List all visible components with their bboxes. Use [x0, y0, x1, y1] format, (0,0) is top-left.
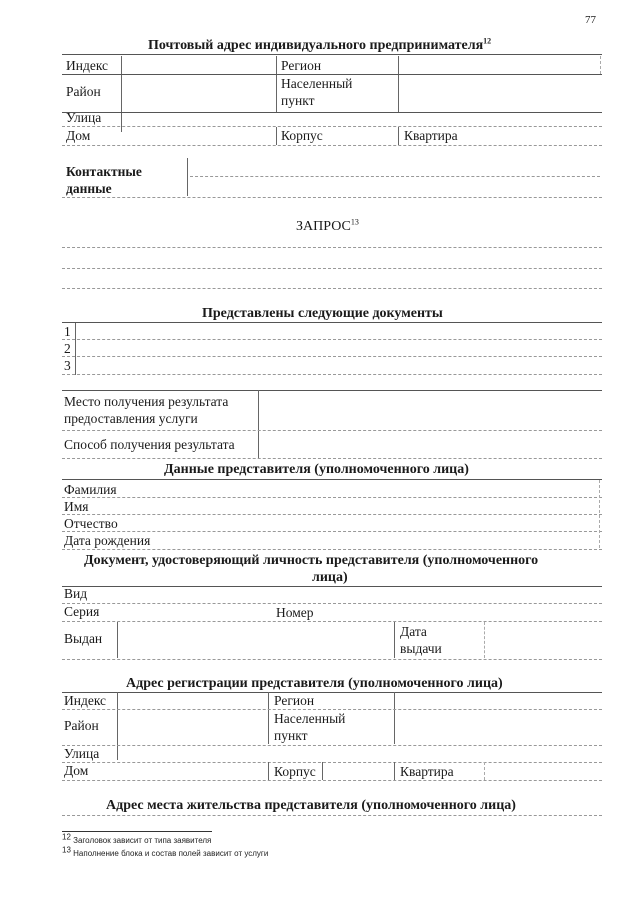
- ip-locality-field[interactable]: [400, 76, 600, 112]
- id-type-label: Вид: [64, 586, 88, 601]
- id-issued-label: Выдан: [64, 631, 103, 646]
- reg-locality-label-2: пункт: [274, 728, 308, 743]
- rep-registration-heading: Адрес регистрации представителя (уполномоченного лица): [126, 676, 503, 691]
- reg-region-field[interactable]: [398, 693, 600, 709]
- id-document-heading-2: лица): [312, 570, 348, 585]
- ip-apartment-label: Квартира: [404, 128, 458, 143]
- reg-index-label: Индекс: [64, 693, 107, 708]
- document-field-2[interactable]: [78, 340, 600, 356]
- id-issued-field[interactable]: [120, 622, 390, 658]
- rep-name-field[interactable]: [160, 498, 600, 514]
- ip-contacts-label-2: данные: [66, 181, 112, 196]
- ip-locality-label-2: пункт: [281, 93, 315, 108]
- id-number-label: Номер: [276, 605, 314, 620]
- ip-contacts-label-1: Контактные: [66, 164, 142, 179]
- document-item-3: 3: [64, 358, 71, 373]
- id-series-field[interactable]: [120, 604, 270, 620]
- result-method-field[interactable]: [262, 431, 600, 457]
- ip-region-field[interactable]: [400, 56, 600, 74]
- ip-address-heading: Почтовый адрес индивидуального предпринимателя$^{12}$: [148, 36, 492, 53]
- ip-district-field[interactable]: [123, 76, 275, 112]
- reg-apartment-label: Квартира: [400, 764, 454, 779]
- ip-house-field[interactable]: [123, 128, 275, 146]
- ip-street-label: Улица: [66, 110, 102, 125]
- id-type-field[interactable]: [120, 587, 600, 603]
- rep-patronymic-label: Отчество: [64, 516, 118, 531]
- rep-residence-heading: Адрес места жительства представителя (уполномоченного лица): [106, 798, 516, 813]
- reg-house-field[interactable]: [120, 763, 268, 779]
- reg-street-field[interactable]: [120, 746, 600, 762]
- reg-building-label: Корпус: [274, 764, 316, 779]
- rep-birthdate-field[interactable]: [160, 532, 600, 548]
- ip-district-label: Район: [66, 84, 101, 99]
- ip-index-field[interactable]: [123, 56, 275, 74]
- result-place-label-1: Место получения результата: [64, 394, 229, 409]
- reg-region-label: Регион: [274, 693, 315, 708]
- reg-apartment-field[interactable]: [486, 763, 600, 779]
- id-series-label: Серия: [64, 604, 100, 619]
- footnote-13: $^{13}$ Наполнение блока и состав полей зависит от услуги: [62, 845, 269, 858]
- reg-index-field[interactable]: [120, 693, 268, 709]
- ip-region-label: Регион: [281, 58, 322, 73]
- rep-surname-label: Фамилия: [64, 482, 117, 497]
- rep-patronymic-field[interactable]: [160, 515, 600, 531]
- rep-name-label: Имя: [64, 499, 89, 514]
- documents-heading: Представлены следующие документы: [202, 306, 443, 321]
- ip-locality-label-1: Населенный: [281, 76, 353, 91]
- document-field-1[interactable]: [78, 323, 600, 339]
- page-number: 77: [585, 14, 596, 26]
- id-issue-date-label-1: Дата: [400, 624, 427, 639]
- reg-building-field[interactable]: [326, 763, 392, 779]
- rep-surname-field[interactable]: [160, 480, 600, 496]
- footnote-12: $^{12}$ Заголовок зависит от типа заявителя: [62, 832, 212, 845]
- request-heading: ЗАПРОС$^{13}$: [296, 217, 359, 234]
- reg-locality-field[interactable]: [398, 710, 600, 744]
- document-item-1: 1: [64, 324, 71, 339]
- id-document-heading-1: Документ, удостоверяющий личность представителя (уполномоченного: [84, 553, 539, 568]
- result-place-field[interactable]: [262, 391, 600, 429]
- ip-building-field[interactable]: [330, 128, 398, 146]
- reg-street-label: Улица: [64, 746, 100, 761]
- id-issue-date-field[interactable]: [486, 622, 600, 658]
- result-place-label-2: предоставления услуги: [64, 411, 198, 426]
- result-method-label: Способ получения результата: [64, 437, 235, 452]
- document-item-2: 2: [64, 341, 71, 356]
- representative-heading: Данные представителя (уполномоченного лица): [164, 462, 469, 477]
- reg-district-label: Район: [64, 718, 99, 733]
- ip-building-label: Корпус: [281, 128, 323, 143]
- id-number-field[interactable]: [320, 604, 600, 620]
- ip-house-label: Дом: [66, 128, 91, 143]
- ip-apartment-field[interactable]: [470, 128, 600, 146]
- reg-house-label: Дом: [64, 763, 89, 778]
- rep-birthdate-label: Дата рождения: [64, 533, 151, 548]
- request-text-area[interactable]: [62, 236, 602, 296]
- document-field-3[interactable]: [78, 357, 600, 373]
- ip-index-label: Индекс: [66, 58, 109, 73]
- reg-locality-label-1: Населенный: [274, 711, 346, 726]
- ip-contacts-field[interactable]: [190, 158, 600, 196]
- id-issue-date-label-2: выдачи: [400, 641, 442, 656]
- reg-district-field[interactable]: [120, 710, 268, 744]
